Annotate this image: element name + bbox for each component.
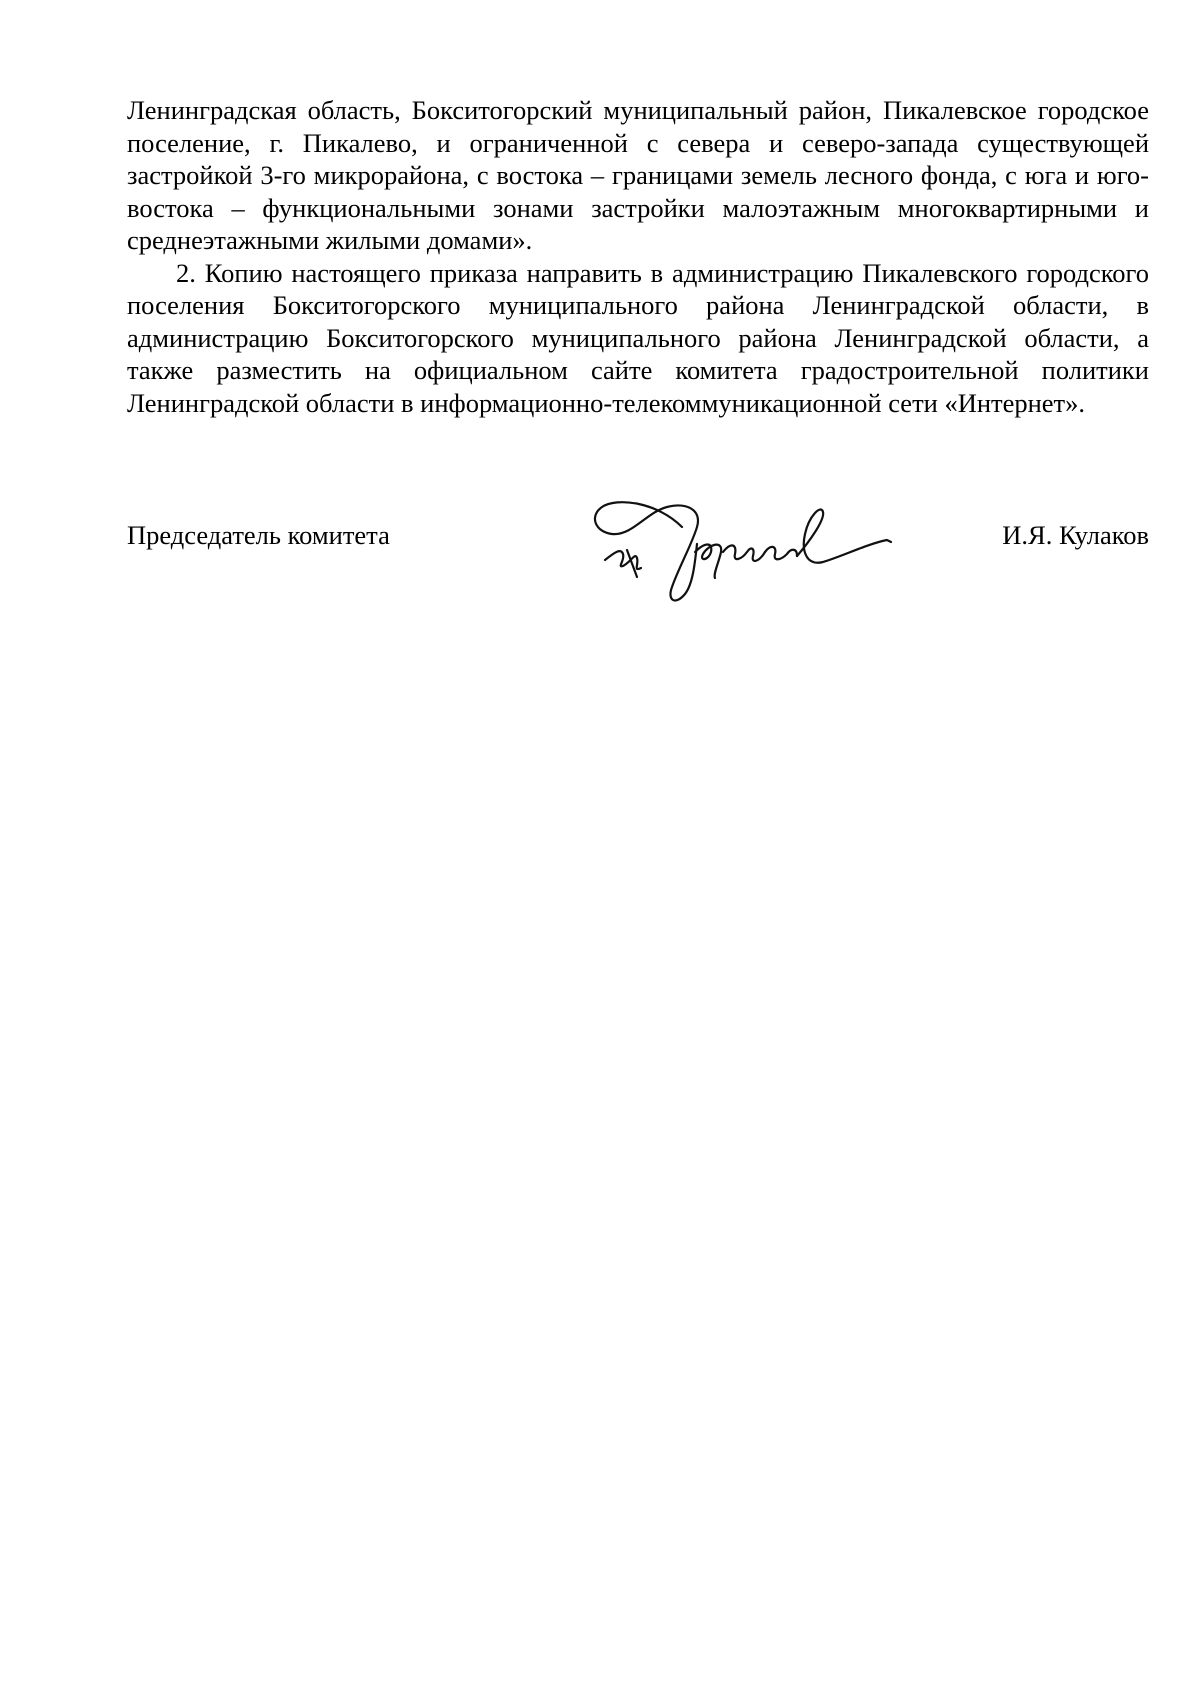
document-body [127,94,1149,419]
handwritten-signature-icon [587,482,897,612]
signer-name: И.Я. Кулаков [1002,520,1149,550]
paragraph-2: 2. Копию настоящего приказа направить в администрацию Пикалевского городского поселения Бокситогорского муниципального района Ленинградской области, в администрацию Бокситогорского муниципального района Ленинградской области, а также разместить на официальном сайте комитета градостроительной политики Ленинградской области в информационно-телекоммуникационной сети «Интернет». [127,257,1149,418]
signer-title: Председатель комитета [127,520,390,550]
paragraph-continuation: Ленинградская область, Бокситогорский муниципальный район, Пикалевское городское поселение, г. Пикалево, и ограниченной с севера и северо-запада существующей застройкой 3-го микрорайона, с востока – границами земель лесного фонда, с юга и юго-востока – функциональными зонами застройки малоэтажным многоквартирными и среднеэтажными жилыми домами». [127,95,1149,255]
signature-block [127,510,1149,630]
